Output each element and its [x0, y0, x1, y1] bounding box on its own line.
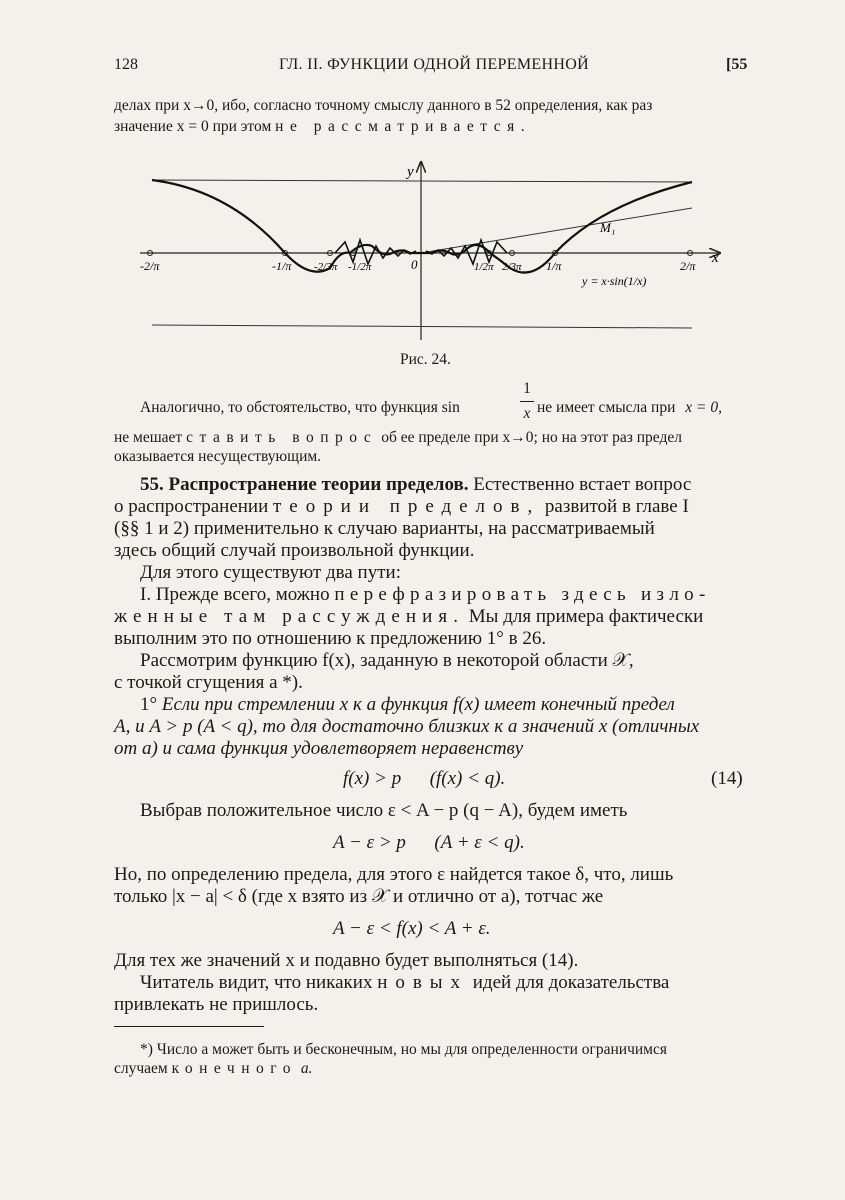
theorem-line1: [140, 694, 675, 716]
chapter-title: ГЛ. II. ФУНКЦИИ ОДНОЙ ПЕРЕМЕННОЙ: [279, 56, 589, 73]
theorem-number: 1°: [140, 694, 158, 715]
tick-label: 1/π: [546, 259, 562, 273]
text-fragment: о распространении: [114, 496, 269, 517]
section-55-line11: Выбрав положительное число ε < A − p (q − A), будем иметь: [140, 800, 628, 821]
footnote-line2: [114, 1059, 313, 1079]
theorem-line2: A, и A > p (A < q), то для достаточно близких к a значений x (отличных: [114, 716, 700, 737]
section-55-line12: Но, по определению предела, для этого ε найдется такое δ, что, лишь: [114, 864, 674, 885]
tick-label: -1/2π: [348, 261, 372, 273]
text-fragment: Аналогично, то обстоятельство, что функция: [140, 399, 438, 416]
page-number: 128: [114, 56, 138, 73]
section-55-line10: с точкой сгущения a *).: [114, 672, 303, 693]
tick-label: -2/3π: [314, 261, 338, 273]
tick-label: -1/π: [272, 259, 292, 273]
section-55-line3: (§§ 1 и 2) применительно к случаю варианты, на рассматриваемый: [114, 518, 655, 539]
equation-number-14: (14): [711, 768, 743, 789]
tangent-line: [421, 208, 692, 253]
text-fragment: не мешает: [114, 429, 183, 446]
section-number: [55: [726, 56, 748, 73]
spaced-emphasis: теории пределов,: [273, 496, 541, 517]
section-55-line4: здесь общий случай произвольной функции.: [114, 540, 475, 561]
footnote-rule: [114, 1026, 264, 1027]
section-55-line2: [114, 496, 689, 518]
fraction-denominator: x: [523, 405, 531, 422]
top-paragraph-line1: делах при x→0, ибо, согласно точному смыслу данного в 52 определения, как раз: [114, 97, 653, 114]
text-fragment: a.: [300, 1060, 313, 1077]
spaced-emphasis: не рассматривается.: [275, 118, 532, 135]
envelope-line-upper: [152, 180, 692, 182]
section-55-line1: [140, 474, 691, 496]
spaced-emphasis: новых: [377, 972, 469, 993]
section-55-line5: Для этого существуют два пути:: [140, 562, 401, 583]
section-55-line8: выполним это по отношению к предложению 1° в 26.: [114, 628, 547, 649]
spaced-emphasis: перефразировать здесь изло-: [334, 584, 711, 605]
spaced-emphasis: ставить вопрос: [186, 429, 378, 446]
spaced-emphasis: конечного: [171, 1060, 298, 1077]
section-heading: 55. Распространение теории пределов.: [140, 474, 469, 495]
section-55-line16: привлекать не пришлось.: [114, 994, 319, 1015]
figure-24: [0, 150, 845, 375]
tick-label: 2/π: [680, 259, 696, 273]
sin-symbol: sin: [441, 399, 460, 416]
formula-2: A − ε > p (A + ε < q).: [333, 832, 525, 853]
text-fragment: Если при стремлении x к a функция f(x) имеет конечный предел: [161, 694, 675, 715]
text-fragment: не имеет смысла при: [537, 399, 676, 416]
text-fragment: развитой в главе I: [544, 496, 689, 517]
fraction-numerator: 1: [523, 380, 531, 397]
curve-oscillation-right: [426, 240, 507, 264]
text-fragment: Читатель видит, что никаких: [140, 972, 373, 993]
figure-caption: Рис. 24.: [400, 351, 451, 368]
after-figure-line2: [114, 428, 682, 448]
footnote-line1: *) Число a может быть и бесконечным, но мы для определенности ограничимся: [140, 1041, 667, 1058]
section-55-line14: Для тех же значений x и подавно будет выполняться (14).: [114, 950, 579, 971]
formula-14: f(x) > p (f(x) < q).: [343, 768, 506, 789]
after-figure-line3: оказывается несуществующим.: [114, 448, 322, 465]
fraction-bar: [520, 401, 534, 402]
formula-3: A − ε < f(x) < A + ε.: [333, 918, 491, 939]
text-fragment: Естественно встает вопрос: [473, 474, 692, 495]
tick-label: -2/π: [140, 259, 160, 273]
text-fragment: идей для доказательства: [472, 972, 670, 993]
spaced-emphasis: женные там рассуждения.: [114, 606, 465, 627]
tick-label: 2/3π: [502, 261, 522, 273]
envelope-line-lower: [152, 325, 692, 328]
section-55-line7: [114, 606, 703, 628]
after-figure-line1: [140, 398, 460, 418]
section-55-line6: [140, 584, 711, 606]
origin-label: 0: [411, 257, 418, 272]
section-55-line15: [140, 972, 669, 994]
text-fragment: Мы для примера фактически: [468, 606, 704, 627]
top-paragraph-line2: [114, 117, 531, 137]
curve-equation-label: y = x·sin(1/x): [582, 274, 647, 288]
theorem-line3: от a) и сама функция удовлетворяет неравенству: [114, 738, 524, 759]
text-fragment: x = 0,: [685, 399, 722, 416]
point-m1-label: M₁: [600, 220, 616, 235]
y-axis-label: y: [407, 164, 414, 180]
text-fragment: значение x = 0 при этом: [114, 118, 272, 135]
section-55-line13: только |x − a| < δ (где x взято из 𝒳 и отлично от a), тотчас же: [114, 886, 604, 907]
text-fragment: случаем: [114, 1060, 168, 1077]
section-55-line9: Рассмотрим функцию f(x), заданную в некоторой области 𝒳,: [140, 650, 634, 671]
tick-label: 1/2π: [474, 261, 494, 273]
text-fragment: об ее пределе при x→0; но на этот раз предел: [381, 429, 682, 446]
text-fragment: I. Прежде всего, можно: [140, 584, 330, 605]
after-figure-line1-end: [537, 398, 722, 418]
x-axis-label: x: [712, 250, 719, 266]
